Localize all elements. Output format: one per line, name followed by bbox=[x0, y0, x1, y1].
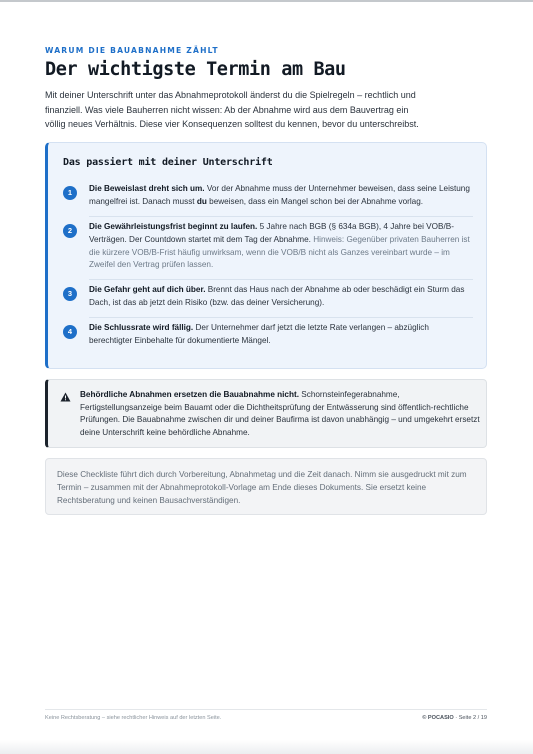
emphasis: du bbox=[196, 196, 207, 206]
warning-callout bbox=[45, 379, 487, 448]
warning-text bbox=[80, 389, 480, 439]
info-note bbox=[45, 458, 487, 515]
warning-heading: Behördliche Abnahmen ersetzen die Bauabnahme nicht. bbox=[80, 390, 299, 399]
consequence-text bbox=[89, 183, 473, 209]
footer-page-info bbox=[422, 715, 487, 721]
footer-disclaimer: Keine Rechtsberatung – siehe rechtlicher Hinweis auf der letzten Seite. bbox=[45, 715, 222, 721]
consequence-text bbox=[89, 322, 473, 348]
warning-body: Schornsteinfegerabnahme, Fertigstellungsanzeige beim Bauamt oder die Dichtheitsprüfung der Entwässerung sind öffentlich-rechtliche Prüfungen. Die Bauabnahme zwischen dir und deiner Baufirma ist davon unabhängig – und umgekehrt ersetzt deine Unterschrift keine behördliche Abnahme. bbox=[80, 390, 480, 437]
step-number-badge: 3 bbox=[63, 287, 77, 301]
consequence-body: beweisen, dass ein Mangel schon bei der Abnahme vorlag. bbox=[206, 196, 424, 206]
consequence-text bbox=[89, 221, 473, 272]
item-divider bbox=[89, 216, 473, 217]
consequence-body: 5 Jahre nach BGB (§ 634a BGB), 4 Jahre bei VOB/B-Verträgen. Der Countdown startet mit dem Tag der Abnahme. bbox=[89, 222, 454, 244]
item-divider bbox=[89, 317, 473, 318]
consequence-text bbox=[89, 284, 473, 310]
footer-brand: © POCASIO bbox=[422, 715, 454, 721]
page-bottom-shade bbox=[0, 740, 533, 754]
card-title: Das passiert mit deiner Unterschrift bbox=[63, 157, 273, 168]
footer-page-number: · Seite 2 / 19 bbox=[453, 715, 487, 721]
section-eyebrow: WARUM DIE BAUABNAHME ZÄHLT bbox=[45, 46, 219, 55]
step-number-badge: 1 bbox=[63, 186, 77, 200]
consequence-heading: Die Schlussrate wird fällig. bbox=[89, 323, 194, 332]
consequence-body: Vor der Abnahme muss der Unternehmer beweisen, dass seine Leistung mangelfrei ist. Danach musst bbox=[89, 184, 470, 206]
footer-rule bbox=[45, 709, 487, 710]
consequence-heading: Die Gewährleistungsfrist beginnt zu laufen. bbox=[89, 222, 258, 231]
consequence-heading: Die Gefahr geht auf dich über. bbox=[89, 285, 206, 294]
lead-paragraph: Mit deiner Unterschrift unter das Abnahmeprotokoll änderst du die Spielregeln – rechtlich und finanziell. Was viele Bauherren nicht wissen: Ab der Abnahme wird aus dem Bauvertrag ein völlig neues Verhältnis. Diese vier Konsequenzen solltest du kennen, bevor du unterschreibst. bbox=[45, 90, 419, 129]
item-divider bbox=[89, 279, 473, 280]
warning-triangle-icon bbox=[60, 392, 71, 402]
consequence-heading: Die Beweislast dreht sich um. bbox=[89, 184, 205, 193]
consequence-body: Brennt das Haus nach der Abnahme ab oder beschädigt ein Sturm das Dach, ist das ab jetzt dein Risiko (bzw. das deiner Versicherung). bbox=[89, 285, 465, 307]
consequence-body: Der Unternehmer darf jetzt die letzte Rate verlangen – abzüglich berechtigter Einbehalte für dokumentierte Mängel. bbox=[89, 323, 429, 345]
step-number-badge: 4 bbox=[63, 325, 77, 339]
page bbox=[45, 0, 487, 754]
page-title: Der wichtigste Termin am Bau bbox=[45, 59, 346, 80]
consequence-hint: Hinweis: Gegenüber privaten Bauherren ist die kürzere VOB/B-Frist häufig unwirksam, wenn die VOB/B nicht als Ganzes vereinbart wurde – im Zweifel den Vertrag prüfen lassen. bbox=[89, 234, 470, 270]
note-text: Diese Checkliste führt dich durch Vorbereitung, Abnahmetag und die Zeit danach. Nimm sie ausgedruckt mit zum Termin – zusammen mit der Abnahmeprotokoll-Vorlage am Ende dieses Dokuments. Sie ersetzt keine Rechtsberatung und keinen Bausachverständigen. bbox=[57, 470, 467, 505]
step-number-badge: 2 bbox=[63, 224, 77, 238]
consequences-card bbox=[45, 142, 487, 369]
